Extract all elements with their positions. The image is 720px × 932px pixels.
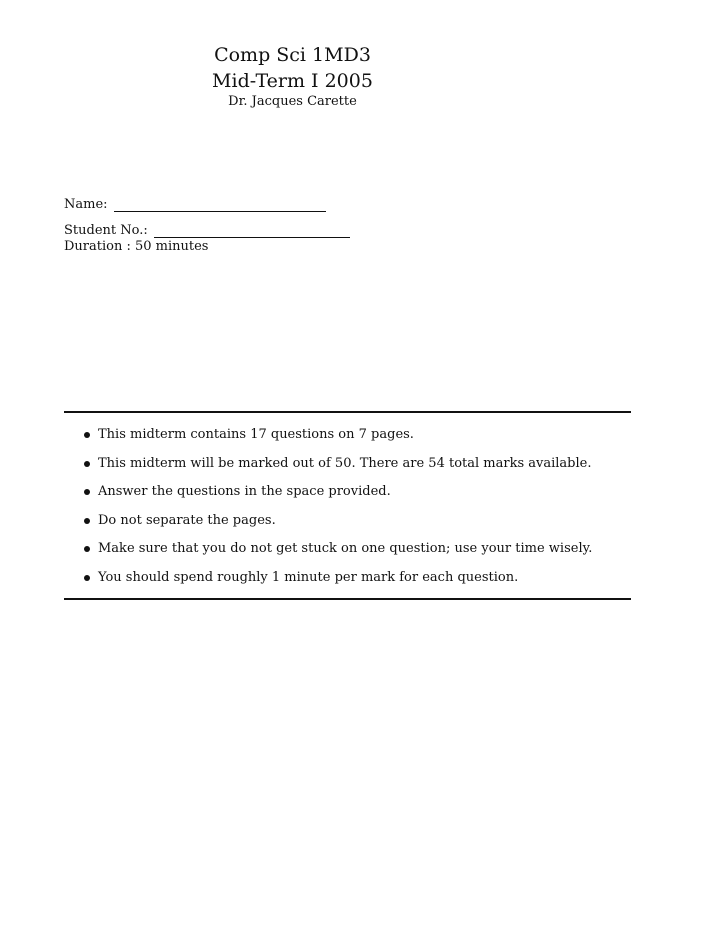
bullet-icon xyxy=(84,546,90,552)
student-number-field-row xyxy=(64,216,350,238)
bullet-icon xyxy=(84,575,90,581)
bullet-icon xyxy=(84,518,90,524)
bullet-icon xyxy=(84,461,90,467)
instruction-item xyxy=(84,568,631,588)
student-number-blank-line[interactable] xyxy=(154,223,350,238)
instruction-text: Do not separate the pages. xyxy=(98,512,276,528)
instruction-item xyxy=(84,425,631,445)
instruction-text: This midterm will be marked out of 50. There are 54 total marks available. xyxy=(98,455,592,471)
bullet-icon xyxy=(84,489,90,495)
duration-text: Duration : 50 minutes xyxy=(64,239,209,254)
name-label: Name: xyxy=(64,197,108,212)
instruction-item xyxy=(84,482,631,502)
instructions-list xyxy=(64,425,631,588)
name-blank-line[interactable] xyxy=(114,197,326,212)
exam-title: Mid-Term I 2005 xyxy=(212,70,373,92)
bullet-icon xyxy=(84,432,90,438)
name-field-row xyxy=(64,190,350,212)
instruction-text: This midterm contains 17 questions on 7 pages. xyxy=(98,427,414,442)
student-info-fields xyxy=(64,190,350,256)
instruction-text: Answer the questions in the space provided. xyxy=(98,484,391,500)
instructor-name: Dr. Jacques Carette xyxy=(228,94,357,109)
exam-header xyxy=(0,42,585,110)
instruction-text: You should spend roughly 1 minute per mark for each question. xyxy=(98,569,519,585)
instruction-text: Make sure that you do not get stuck on one question; use your time wisely. xyxy=(98,541,593,557)
instruction-item xyxy=(84,454,631,474)
instruction-item xyxy=(84,511,631,531)
course-title: Comp Sci 1MD3 xyxy=(214,44,371,66)
student-number-label: Student No.: xyxy=(64,223,148,238)
instructions-box xyxy=(64,411,631,600)
instruction-item xyxy=(84,539,631,559)
